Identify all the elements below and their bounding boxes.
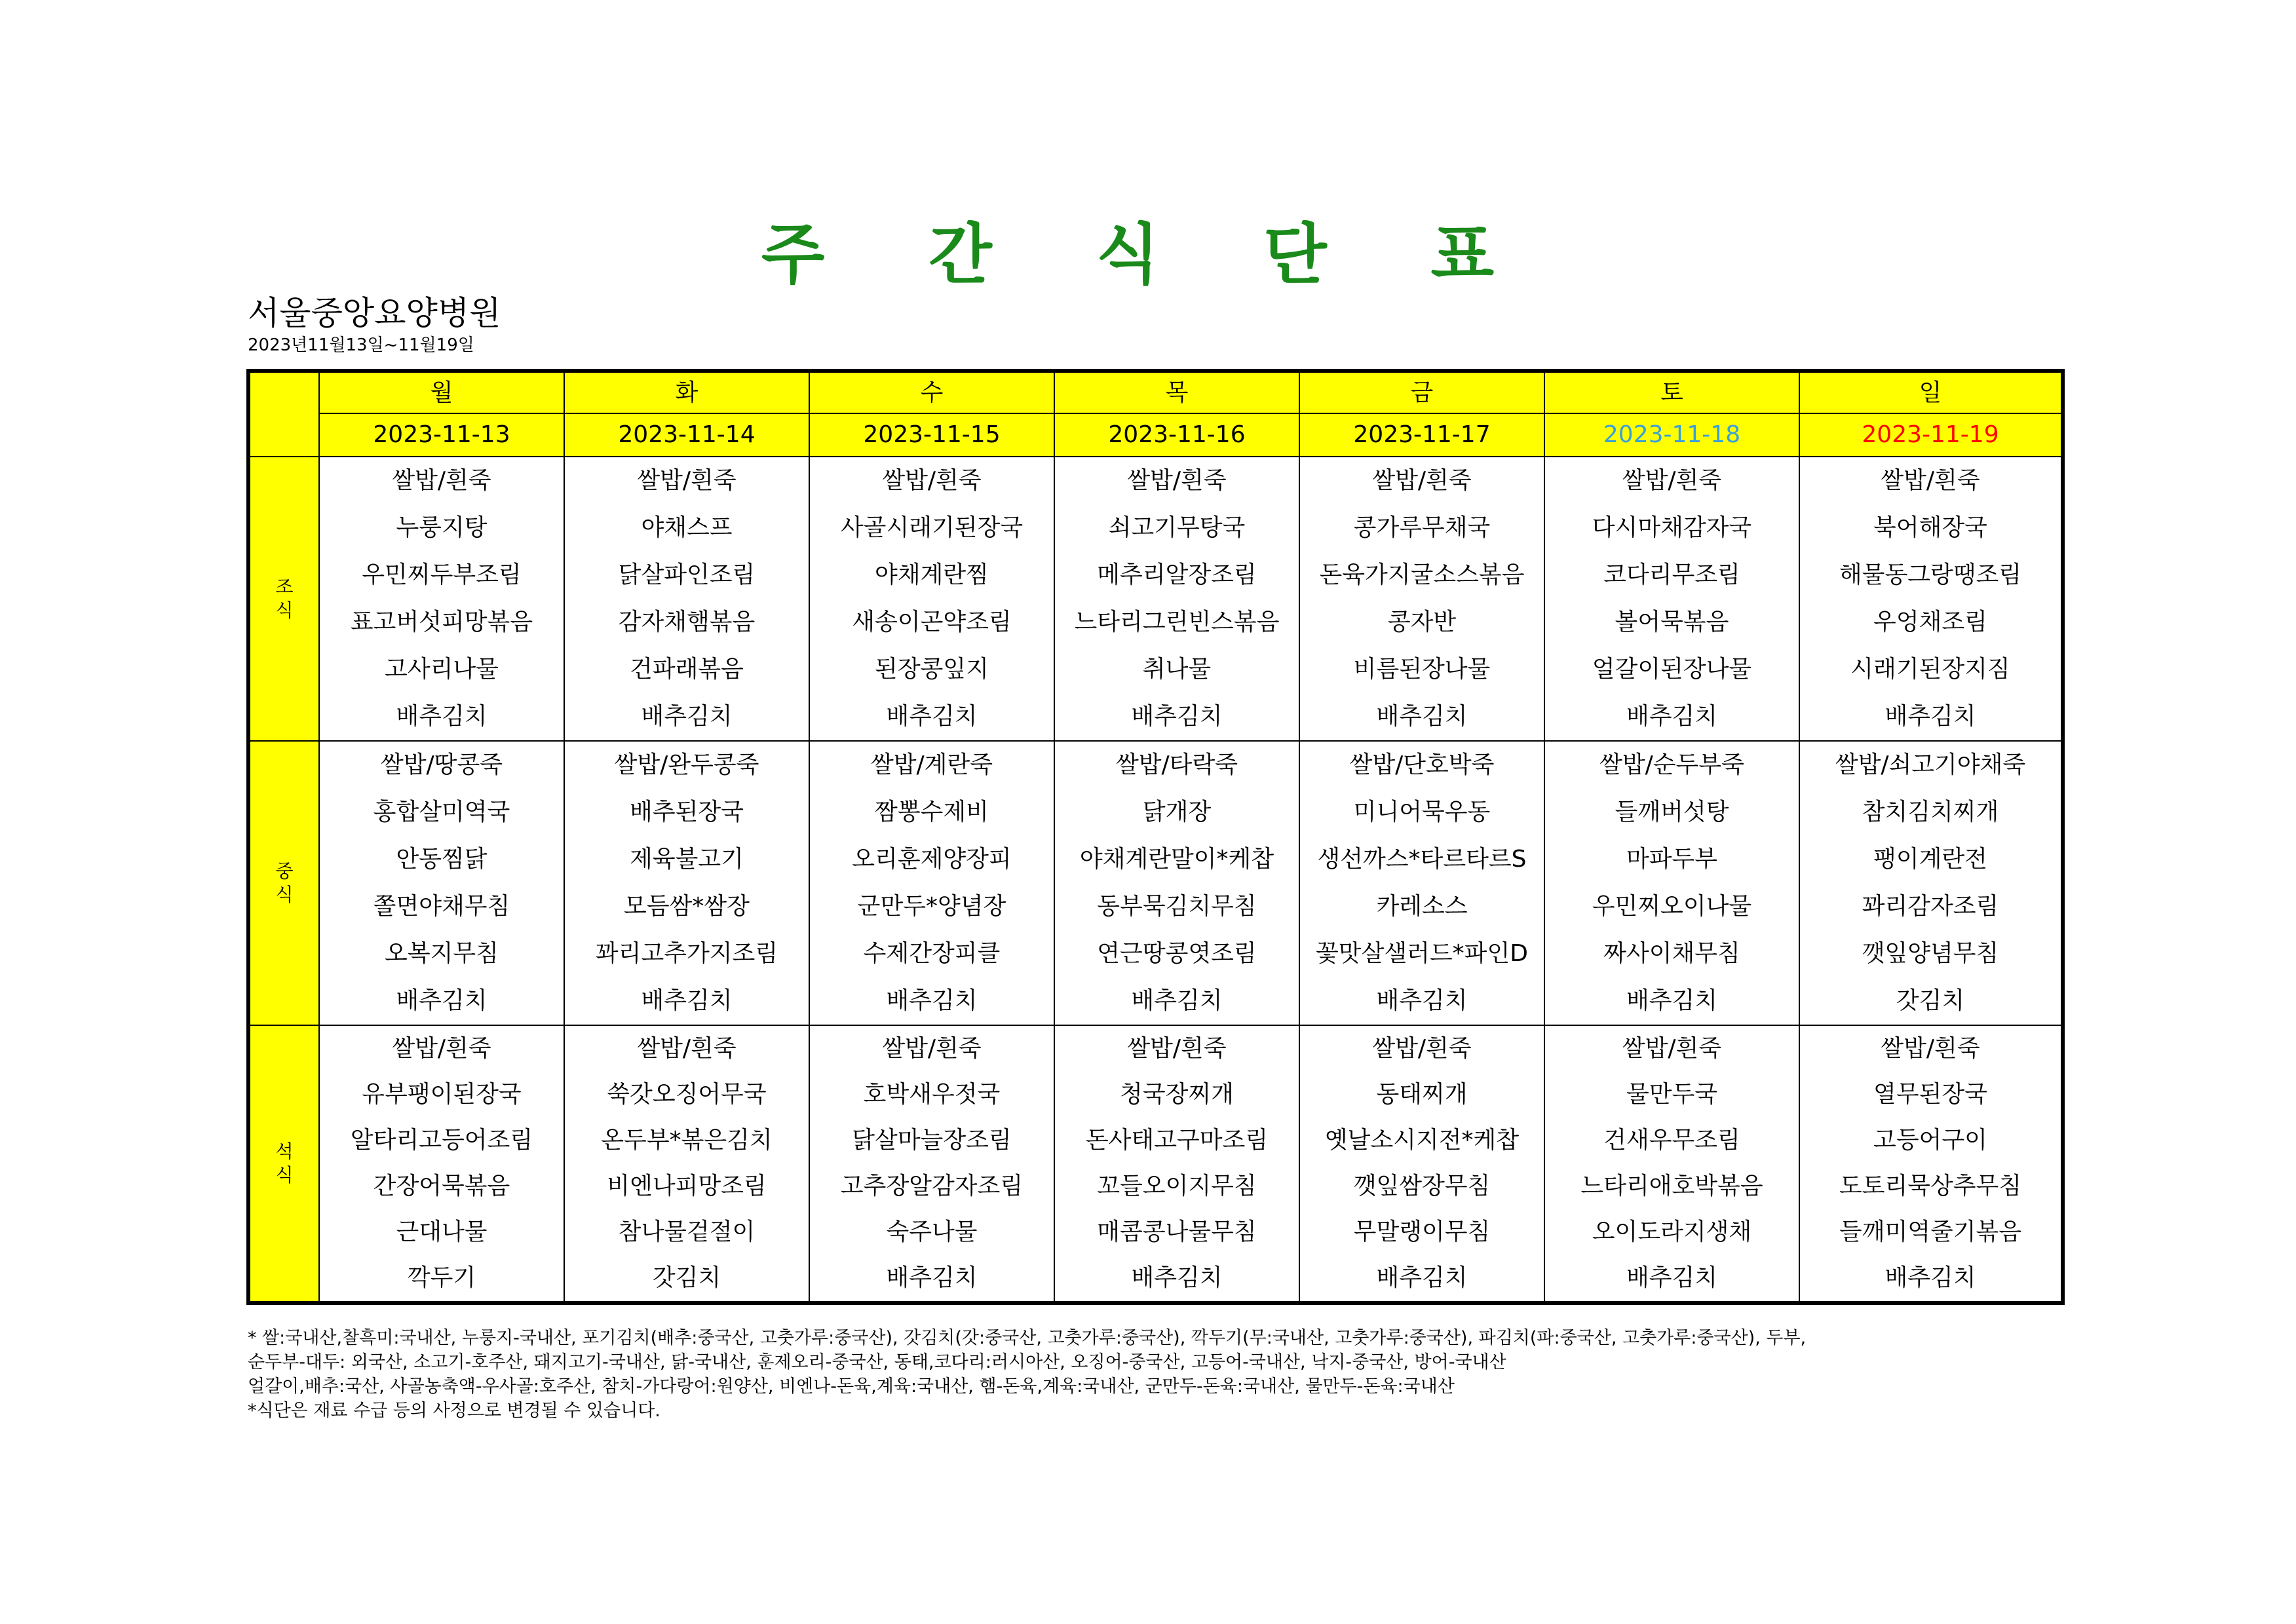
menu-item: 배추된장국 [630,799,744,825]
menu-item: 호박새우젓국 [863,1081,1001,1108]
menu-item: 참나물겉절이 [618,1218,756,1245]
menu-item: 쌀밥/흰죽 [882,467,982,494]
date-header: 2023-11-18 [1544,413,1799,457]
menu-cell [1544,457,1799,741]
menu-item: 짜사이채무침 [1603,940,1740,967]
menu-item: 쌀밥/흰죽 [1622,467,1722,494]
menu-item: 간장어묵볶음 [373,1173,510,1199]
menu-item: 쌀밥/타락죽 [1115,751,1238,778]
menu-item: 매콤콩나물무침 [1097,1218,1257,1245]
menu-item: 얼갈이된장나물 [1592,656,1752,683]
menu-item: 쌀밥/흰죽 [1127,1035,1227,1062]
menu-cell [1799,457,2063,741]
note-line: 얼갈이,배추:국산, 사골농축액-우사골:호주산, 참치-가다랑어:원양산, 비엔나-돈육,계육:국내산, 햄-돈육,계육:국내산, 군만두-돈육:국내산, 물만두-돈육:국내산 [248,1376,1455,1397]
weekday-header: 토 [1544,371,1799,413]
menu-item: 안동찜닭 [396,846,488,873]
menu-item: 도토리묵상추무침 [1839,1173,2022,1199]
menu-cell [1544,741,1799,1025]
menu-cell [809,741,1054,1025]
date-header: 2023-11-14 [564,413,809,457]
menu-item: 들깨버섯탕 [1615,799,1729,825]
menu-item: 쌀밥/흰죽 [637,467,737,494]
weekday-header: 목 [1054,371,1299,413]
menu-item: 팽이계란전 [1873,846,1987,873]
menu-item: 비름된장나물 [1353,656,1491,683]
menu-item: 고사리나물 [385,656,499,683]
meal-row [248,741,2063,1025]
menu-item: 모듬쌈*쌈장 [624,893,750,920]
menu-item: 우민찌두부조림 [362,561,522,588]
menu-item: 수제간장피클 [863,940,1001,967]
menu-cell [809,457,1054,741]
menu-item: 야채계란찜 [875,561,989,588]
menu-item: 느타리애호박볶음 [1580,1173,1763,1199]
note-line: * 쌀:국내산,찰흑미:국내산, 누룽지-국내산, 포기김치(배추:중국산, 고춧가루:중국산), 갓김치(갓:중국산, 고춧가루:중국산), 깍두기(무:국내산, 고춧가루:중국산), 파김치(파:중국산, 고춧가루:중국산), 두부, [248,1328,1807,1348]
meal-label: 중 식 [248,741,319,1025]
menu-cell [564,457,809,741]
menu-item: 콩가루무채국 [1353,514,1491,541]
menu-item: 꽈리감자조림 [1862,893,1999,920]
menu-item: 쫄면야채무침 [373,893,510,920]
menu-cell [1054,457,1299,741]
menu-item: 표고버섯피망볶음 [350,609,533,635]
menu-item: 우엉채조림 [1873,609,1987,635]
menu-item: 쌀밥/순두부죽 [1599,751,1744,778]
menu-item: 배추김치 [1885,703,1976,730]
menu-item: 다시마채감자국 [1592,514,1752,541]
menu-item: 배추김치 [1626,703,1718,730]
menu-item: 쌀밥/땅콩죽 [380,751,503,778]
menu-item: 북어해장국 [1873,514,1987,541]
menu-item: 생선까스*타르타르S [1317,846,1527,873]
menu-item: 배추김치 [1131,987,1223,1014]
menu-item: 쌀밥/단호박죽 [1349,751,1495,778]
menu-item: 마파두부 [1626,846,1718,873]
menu-item: 깻잎쌈장무침 [1353,1173,1491,1199]
meal-label: 석 식 [248,1025,319,1303]
menu-item: 사골시래기된장국 [840,514,1024,541]
weekday-header: 화 [564,371,809,413]
menu-item: 볼어묵볶음 [1615,609,1729,635]
menu-item: 비엔나피망조림 [607,1173,767,1199]
date-header-row [248,413,2063,457]
menu-item: 오리훈제양장피 [852,846,1012,873]
menu-item: 쌀밥/흰죽 [1127,467,1227,494]
menu-item: 배추김치 [1131,703,1223,730]
menu-item: 갓김치 [652,1264,721,1291]
weekly-menu-table [246,369,2065,1305]
menu-item: 닭개장 [1142,799,1212,825]
menu-item: 배추김치 [1376,1264,1468,1291]
menu-item: 우민찌오이나물 [1592,893,1752,920]
menu-cell [1299,741,1544,1025]
menu-item: 돈사태고구마조림 [1085,1127,1269,1154]
menu-item: 배추김치 [396,987,488,1014]
menu-item: 갓김치 [1896,987,1965,1014]
menu-item: 된장콩잎지 [875,656,989,683]
menu-item: 제육불고기 [630,846,744,873]
menu-item: 동태찌개 [1376,1081,1468,1108]
menu-item: 쌀밥/흰죽 [392,467,491,494]
menu-item: 동부묵김치무침 [1097,893,1257,920]
weekday-header: 금 [1299,371,1544,413]
menu-item: 고추장알감자조림 [840,1173,1024,1199]
menu-item: 숙주나물 [886,1218,978,1245]
menu-item: 배추김치 [1376,987,1468,1014]
note-line: 순두부-대두: 외국산, 소고기-호주산, 돼지고기-국내산, 닭-국내산, 훈제오리-중국산, 동태,코다리:러시아산, 오징어-중국산, 고등어-국내산, 낙지-중국산, 방어-국내산 [248,1352,1506,1372]
menu-item: 누룽지탕 [396,514,488,541]
menu-cell [564,1025,809,1303]
menu-item: 해물동그랑땡조림 [1839,561,2022,588]
menu-item: 배추김치 [886,703,978,730]
date-header: 2023-11-16 [1054,413,1299,457]
menu-item: 쌀밥/완두콩죽 [614,751,759,778]
meal-label: 조 식 [248,457,319,741]
menu-item: 쑥갓오징어무국 [607,1081,767,1108]
menu-item: 취나물 [1142,656,1212,683]
date-header: 2023-11-19 [1799,413,2063,457]
menu-item: 열무된장국 [1873,1081,1987,1108]
meal-row [248,1025,2063,1303]
menu-item: 느타리그린빈스볶음 [1074,609,1280,635]
menu-item: 시래기된장지짐 [1850,656,2010,683]
menu-item: 돈육가지굴소스볶음 [1319,561,1525,588]
menu-item: 고등어구이 [1873,1127,1987,1154]
menu-item: 배추김치 [396,703,488,730]
weekday-header-row [248,371,2063,413]
menu-item: 꼬들오이지무침 [1097,1173,1257,1199]
menu-item: 연근땅콩엿조림 [1097,940,1257,967]
menu-item: 배추김치 [1131,1264,1223,1291]
menu-item: 쌀밥/흰죽 [1881,467,1980,494]
menu-item: 쇠고기무탕국 [1108,514,1246,541]
menu-item: 청국장찌개 [1120,1081,1234,1108]
menu-item: 배추김치 [641,703,733,730]
menu-item: 새송이곤약조림 [852,609,1012,635]
menu-item: 닭살마늘장조림 [852,1127,1012,1154]
menu-item: 카레소스 [1376,893,1468,920]
menu-cell [1799,1025,2063,1303]
menu-item: 야채스프 [641,514,733,541]
menu-cell [1299,457,1544,741]
menu-cell [319,741,564,1025]
menu-item: 쌀밥/흰죽 [392,1035,491,1062]
menu-item: 배추김치 [886,1264,978,1291]
menu-item: 배추김치 [641,987,733,1014]
menu-item: 참치김치찌개 [1862,799,1999,825]
menu-item: 쌀밥/쇠고기야채죽 [1835,751,2026,778]
menu-item: 알타리고등어조림 [350,1127,533,1154]
menu-item: 배추김치 [1376,703,1468,730]
menu-cell [1799,741,2063,1025]
menu-item: 군만두*양념장 [857,893,1006,920]
menu-item: 오복지무침 [385,940,499,967]
menu-item: 홍합살미역국 [373,799,510,825]
menu-cell [809,1025,1054,1303]
menu-cell [1299,1025,1544,1303]
menu-item: 깻잎양념무침 [1862,940,1999,967]
menu-item: 쌀밥/흰죽 [637,1035,737,1062]
weekday-header: 월 [319,371,564,413]
menu-item: 온두부*볶은김치 [601,1127,773,1154]
menu-item: 쌀밥/계란죽 [870,751,993,778]
menu-item: 미니어묵우동 [1353,799,1491,825]
menu-item: 배추김치 [1885,1264,1976,1291]
note-line: *식단은 재료 수급 등의 사정으로 변경될 수 있습니다. [248,1401,660,1421]
weekday-header: 일 [1799,371,2063,413]
menu-item: 배추김치 [1626,987,1718,1014]
menu-item: 꽃맛살샐러드*파인D [1316,940,1528,967]
hospital-name: 서울중앙요양병원 [248,294,501,332]
menu-item: 물만두국 [1626,1081,1718,1108]
menu-item: 야채계란말이*케찹 [1079,846,1274,873]
menu-item: 코다리무조림 [1603,561,1740,588]
menu-item: 꽈리고추가지조림 [595,940,778,967]
menu-item: 들깨미역줄기볶음 [1839,1218,2022,1245]
menu-item: 쌀밥/흰죽 [1372,467,1472,494]
menu-cell [1544,1025,1799,1303]
weekday-header: 수 [809,371,1054,413]
menu-item: 옛날소시지전*케찹 [1324,1127,1520,1154]
menu-item: 근대나물 [396,1218,488,1245]
header-corner-cell [248,371,319,457]
date-header: 2023-11-13 [319,413,564,457]
menu-item: 쌀밥/흰죽 [882,1035,982,1062]
menu-item: 건새우무조림 [1603,1127,1740,1154]
meal-row [248,457,2063,741]
menu-item: 짬뽕수제비 [875,799,989,825]
menu-item: 건파래볶음 [630,656,744,683]
menu-cell [319,1025,564,1303]
menu-item: 감자채햄볶음 [618,609,756,635]
page-title: 주 간 식 단 표 [761,216,1535,293]
menu-cell [1054,1025,1299,1303]
menu-cell [1054,741,1299,1025]
menu-period: 2023년11월13일~11월19일 [248,335,474,355]
menu-item: 오이도라지생채 [1592,1218,1752,1245]
origin-notes [248,1326,1806,1423]
menu-item: 쌀밥/흰죽 [1881,1035,1980,1062]
menu-item: 깍두기 [407,1264,476,1291]
menu-item: 무말랭이무침 [1353,1218,1491,1245]
menu-item: 쌀밥/흰죽 [1372,1035,1472,1062]
menu-cell [319,457,564,741]
menu-item: 배추김치 [1626,1264,1718,1291]
menu-item: 쌀밥/흰죽 [1622,1035,1722,1062]
menu-cell [564,741,809,1025]
menu-item: 콩자반 [1387,609,1457,635]
date-header: 2023-11-17 [1299,413,1544,457]
menu-item: 닭살파인조림 [618,561,756,588]
menu-item: 메추리알장조림 [1097,561,1257,588]
menu-item: 배추김치 [886,987,978,1014]
date-header: 2023-11-15 [809,413,1054,457]
menu-item: 유부팽이된장국 [362,1081,522,1108]
